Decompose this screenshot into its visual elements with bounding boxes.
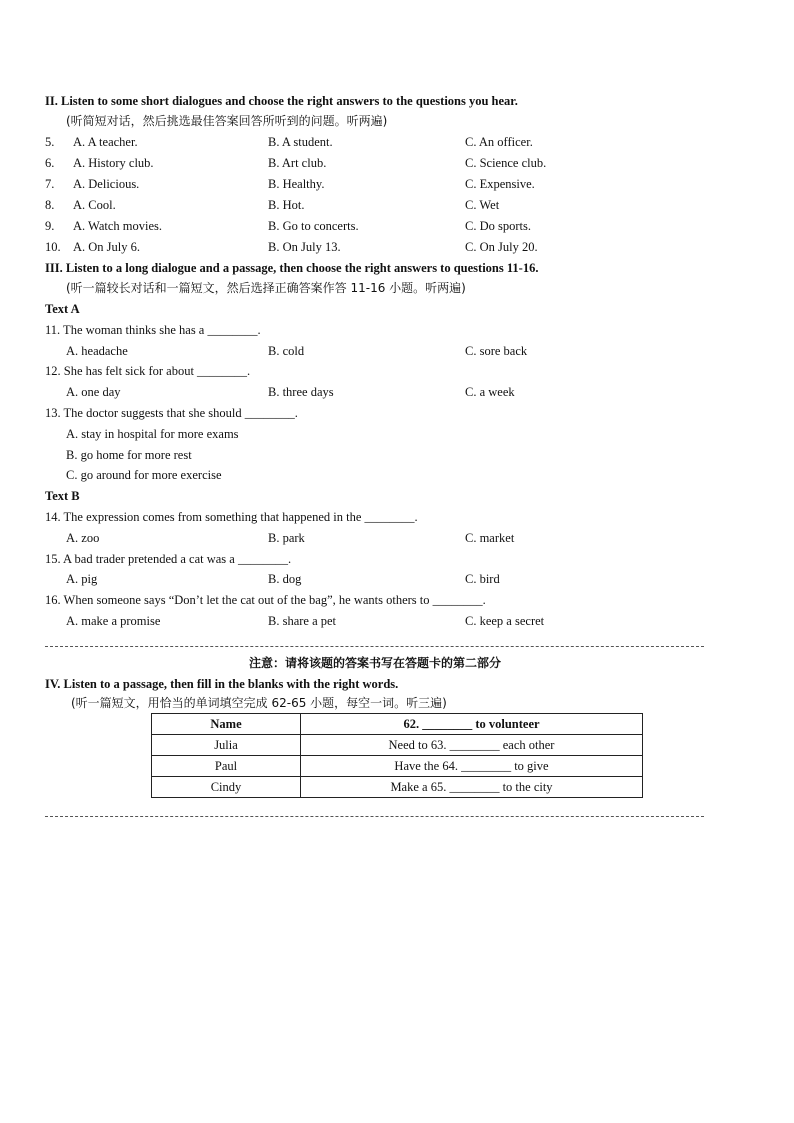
option-c[interactable]: C. bird [465, 572, 500, 586]
option-a[interactable]: A. one day [66, 385, 121, 399]
question-number: 5. [45, 135, 55, 149]
option-b[interactable]: B. On July 13. [268, 240, 341, 254]
section-3-subtitle: (听一篇较长对话和一篇短文，然后选择正确答案作答 11-16 小题。听两遍) [66, 281, 466, 295]
option-b[interactable]: B. Art club. [268, 156, 327, 170]
text-b-heading: Text B [45, 489, 80, 503]
question-number: 9. [45, 219, 55, 233]
option-b[interactable]: B. dog [268, 572, 302, 586]
table-cell-value: Need to 63. ________ each other [301, 735, 643, 756]
option-b[interactable]: B. share a pet [268, 614, 337, 628]
table-cell-name: Paul [152, 756, 301, 777]
option-b[interactable]: B. A student. [268, 135, 333, 149]
dashed-divider [45, 816, 704, 817]
table-cell-name: Julia [152, 735, 301, 756]
table-cell-value: Make a 65. ________ to the city [301, 777, 643, 798]
question-13-stem: 13. The doctor suggests that she should ________. [45, 406, 298, 420]
notice: 注意：请将该题的答案书写在答题卡的第二部分 [249, 656, 502, 670]
option-c[interactable]: C. Science club. [465, 156, 547, 170]
table-header-name: Name [152, 714, 301, 735]
option-c[interactable]: C. An officer. [465, 135, 533, 149]
option-a[interactable]: A. Cool. [73, 198, 116, 212]
option-c[interactable]: C. a week [465, 385, 515, 399]
option-b[interactable]: B. Go to concerts. [268, 219, 359, 233]
table-header-volunteer: 62. ________ to volunteer [301, 714, 643, 735]
question-12-stem: 12. She has felt sick for about ________. [45, 364, 251, 378]
option-a[interactable]: A. zoo [66, 531, 100, 545]
question-15-stem: 15. A bad trader pretended a cat was a ________. [45, 552, 292, 566]
question-number: 10. [45, 240, 61, 254]
option-c[interactable]: C. Wet [465, 198, 500, 212]
text-a-heading: Text A [45, 302, 80, 316]
question-number: 6. [45, 156, 55, 170]
option-a[interactable]: A. headache [66, 344, 128, 358]
option-a[interactable]: A. A teacher. [73, 135, 138, 149]
option-a[interactable]: A. Watch movies. [73, 219, 163, 233]
option-c[interactable]: C. go around for more exercise [66, 468, 222, 482]
option-b[interactable]: B. park [268, 531, 305, 545]
option-c[interactable]: C. sore back [465, 344, 528, 358]
option-b[interactable]: B. Healthy. [268, 177, 325, 191]
question-14-stem: 14. The expression comes from something that happened in the ________. [45, 510, 418, 524]
answer-table [151, 713, 643, 798]
question-number: 8. [45, 198, 55, 212]
section-2-title: II. Listen to some short dialogues and choose the right answers to the questions you hear. [45, 94, 518, 108]
table-header-row [152, 714, 643, 735]
section-4-title: IV. Listen to a passage, then fill in the blanks with the right words. [45, 677, 399, 691]
section-3-title: III. Listen to a long dialogue and a passage, then choose the right answers to questions 11-16. [45, 261, 539, 275]
option-a[interactable]: A. pig [66, 572, 98, 586]
dashed-divider [45, 646, 704, 647]
question-11-stem: 11. The woman thinks she has a ________. [45, 323, 261, 337]
option-c[interactable]: C. On July 20. [465, 240, 538, 254]
option-c[interactable]: C. Do sports. [465, 219, 531, 233]
option-b[interactable]: B. cold [268, 344, 305, 358]
question-16-stem: 16. When someone says “Don’t let the cat out of the bag”, he wants others to ________. [45, 593, 486, 607]
option-b[interactable]: B. go home for more rest [66, 448, 192, 462]
option-c[interactable]: C. Expensive. [465, 177, 535, 191]
section-2-subtitle: (听简短对话，然后挑选最佳答案回答所听到的问题。听两遍) [66, 114, 388, 128]
option-b[interactable]: B. Hot. [268, 198, 305, 212]
option-c[interactable]: C. keep a secret [465, 614, 545, 628]
option-a[interactable]: A. make a promise [66, 614, 161, 628]
section-4-subtitle: (听一篇短文，用恰当的单词填空完成 62-65 小题，每空一词。听三遍) [71, 696, 447, 710]
table-row [152, 735, 643, 756]
option-a[interactable]: A. Delicious. [73, 177, 140, 191]
option-b[interactable]: B. three days [268, 385, 334, 399]
table-cell-value: Have the 64. ________ to give [301, 756, 643, 777]
option-a[interactable]: A. On July 6. [73, 240, 141, 254]
question-number: 7. [45, 177, 55, 191]
table-row [152, 777, 643, 798]
option-a[interactable]: A. stay in hospital for more exams [66, 427, 239, 441]
table-row [152, 756, 643, 777]
option-a[interactable]: A. History club. [73, 156, 154, 170]
table-cell-name: Cindy [152, 777, 301, 798]
option-c[interactable]: C. market [465, 531, 515, 545]
